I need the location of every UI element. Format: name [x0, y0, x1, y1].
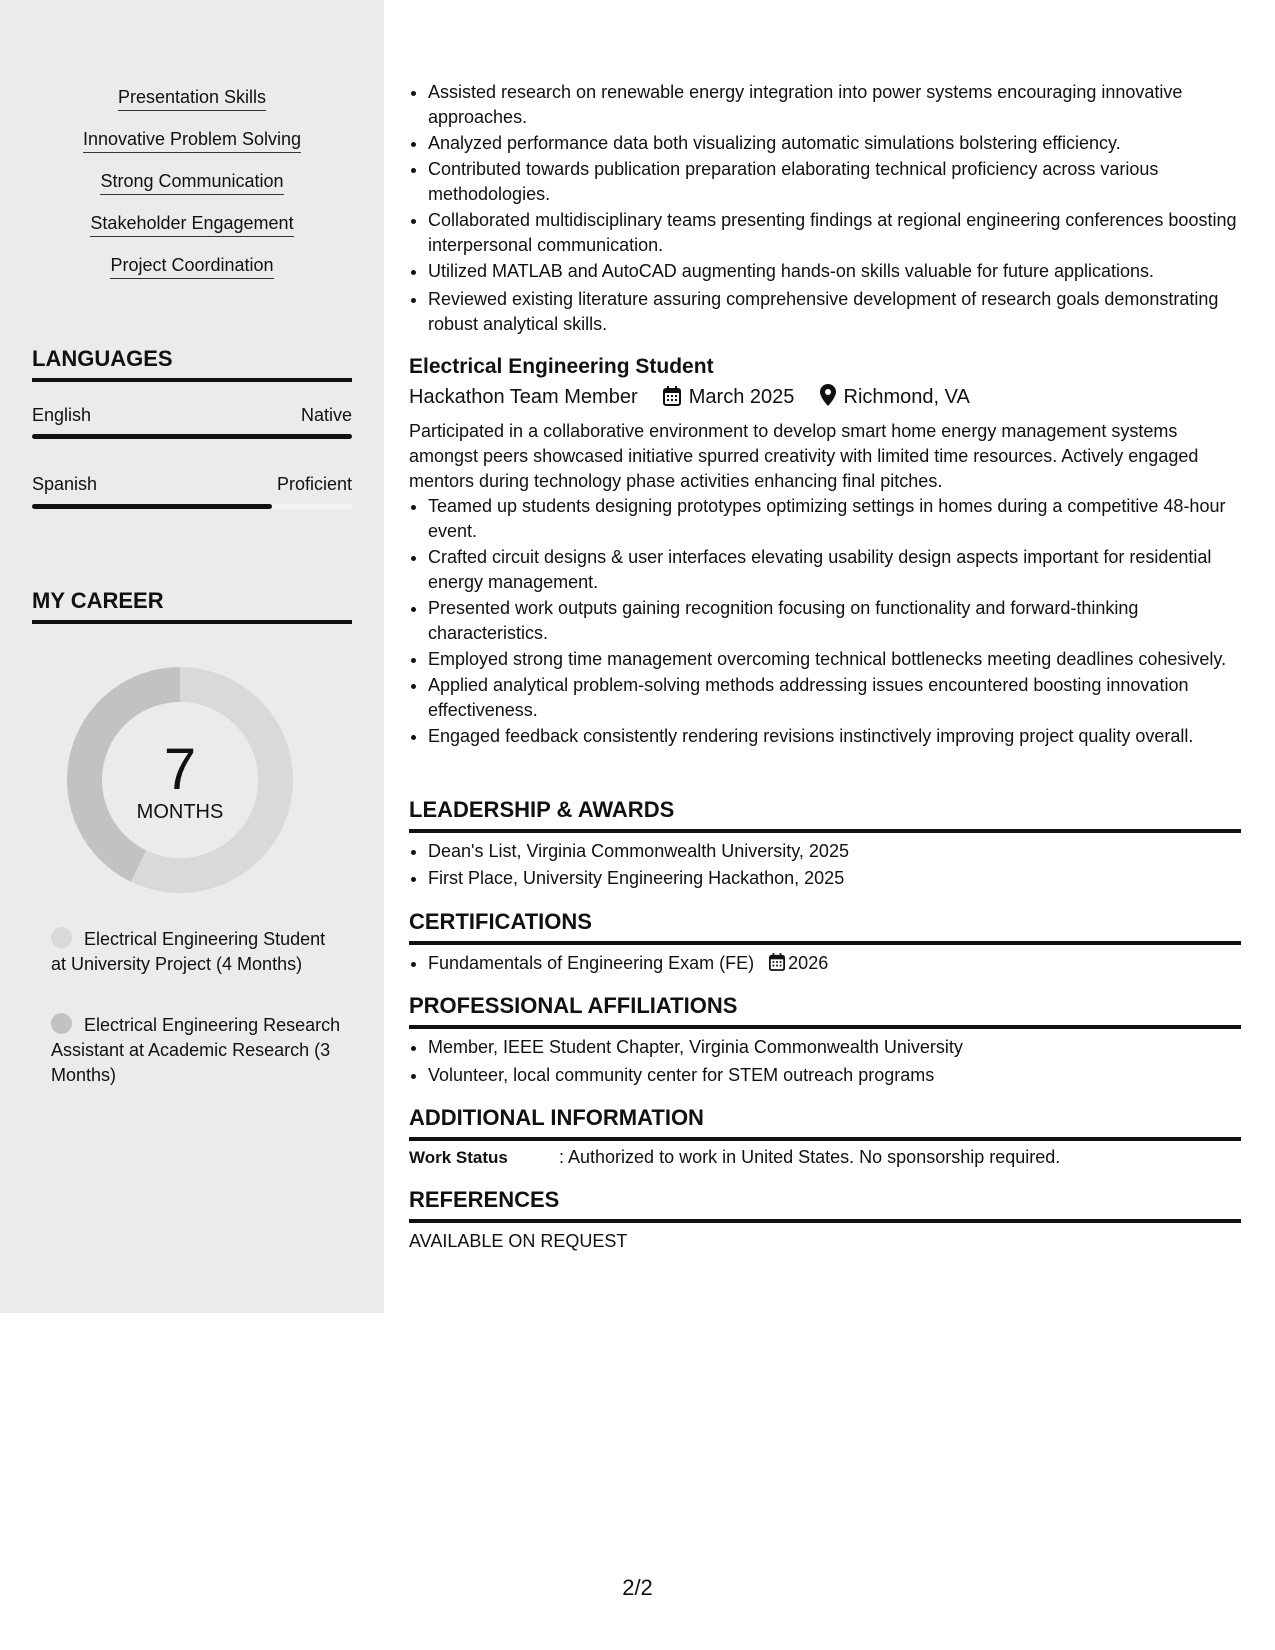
certification-name: Fundamentals of Engineering Exam (FE): [428, 953, 755, 973]
map-pin-icon: [820, 384, 836, 406]
additional-info-heading: ADDITIONAL INFORMATION: [409, 1105, 1241, 1141]
certification-year: 2026: [788, 953, 829, 973]
job-bullets: [409, 494, 1241, 749]
legend-label: Electrical Engineering Student at University Project (4 Months): [51, 929, 326, 974]
career-legend-item: [51, 1013, 341, 1088]
list-item: • Dean's List, Virginia Commonwealth University, 2025: [428, 839, 1241, 864]
sidebar: [0, 0, 384, 1313]
job-role: Hackathon Team Member: [409, 386, 638, 408]
list-item: • Applied analytical problem-solving methods addressing issues encountered boosting innovation effectiveness.: [428, 673, 1241, 723]
list-item: • Employed strong time management overcoming technical bottlenecks meeting deadlines cohesively.: [428, 647, 1241, 672]
list-item: • Teamed up students designing prototypes optimizing settings in homes during a competitive 48-hour event.: [428, 494, 1241, 544]
list-item: • First Place, University Engineering Hackathon, 2025: [428, 866, 1241, 891]
job-date: March 2025: [688, 386, 795, 408]
list-item: • Collaborated multidisciplinary teams presenting findings at regional engineering conferences boosting interpersonal communication.: [428, 208, 1241, 258]
leadership-heading: LEADERSHIP & AWARDS: [409, 797, 1241, 833]
language-bar: [32, 504, 352, 509]
calendar-icon: [663, 386, 681, 406]
skill-item: Strong Communication: [100, 170, 283, 195]
skill-item: Project Coordination: [110, 254, 273, 279]
work-status-value: : Authorized to work in United States. No sponsorship required.: [559, 1147, 1061, 1167]
page-number: 2/2: [622, 1575, 653, 1600]
language-level: Proficient: [276, 474, 352, 494]
career-total-value: 7: [163, 737, 197, 802]
previous-job-bullets: [409, 80, 1241, 337]
language-level: Native: [300, 405, 352, 425]
languages-heading: LANGUAGES: [32, 346, 352, 382]
career-legend-item: [51, 927, 341, 977]
language-row: [32, 404, 352, 426]
list-item: • Engaged feedback consistently rendering revisions instinctively improving project quality overall.: [428, 724, 1241, 749]
calendar-icon: [769, 953, 785, 971]
language-name: Spanish: [32, 474, 98, 494]
language-bar-fill: [32, 504, 272, 509]
language-bar: [32, 434, 352, 439]
language-bar-fill: [32, 434, 352, 439]
language-row: [32, 473, 352, 495]
work-status-row: [409, 1145, 1241, 1170]
job-title: Electrical Engineering Student: [409, 355, 714, 378]
list-item: • Contributed towards publication preparation elaborating technical proficiency across various methodologies.: [428, 157, 1241, 207]
references-text: AVAILABLE ON REQUEST: [409, 1231, 628, 1251]
job-meta: [409, 384, 1241, 410]
job-summary: Participated in a collaborative environment to develop smart home energy management systems amongst peers showcased initiative spurred creativity with limited time resources. Actively engaged mentors during technology phase activities enhancing final pitches.: [409, 421, 1199, 491]
list-item: • Member, IEEE Student Chapter, Virginia Commonwealth University: [428, 1035, 1241, 1060]
list-item: • Analyzed performance data both visualizing automatic simulations bolstering efficiency.: [428, 131, 1241, 156]
skill-item: Presentation Skills: [118, 86, 266, 111]
certifications-list: [409, 951, 1241, 976]
leadership-list: [409, 839, 1241, 891]
career-heading: MY CAREER: [32, 588, 352, 624]
affiliations-heading: PROFESSIONAL AFFILIATIONS: [409, 993, 1241, 1029]
affiliations-list: [409, 1035, 1241, 1088]
career-total-unit: MONTHS: [136, 801, 224, 823]
list-item: • Volunteer, local community center for STEM outreach programs: [428, 1063, 1241, 1088]
skill-item: Innovative Problem Solving: [83, 128, 301, 153]
list-item: • Presented work outputs gaining recognition focusing on functionality and forward-thinking characteristics.: [428, 596, 1241, 646]
legend-dot: [51, 927, 72, 948]
list-item: • Assisted research on renewable energy integration into power systems encouraging innovative approaches.: [428, 80, 1241, 130]
legend-label: Electrical Engineering Research Assistant at Academic Research (3 Months): [51, 1015, 341, 1085]
legend-dot: [51, 1013, 72, 1034]
references-heading: REFERENCES: [409, 1187, 1241, 1223]
list-item: [428, 951, 1241, 976]
job-location: Richmond, VA: [843, 386, 970, 408]
list-item: • Utilized MATLAB and AutoCAD augmenting hands-on skills valuable for future applications.: [428, 259, 1241, 284]
skill-item: Stakeholder Engagement: [90, 212, 293, 237]
list-item: • Crafted circuit designs & user interfaces elevating usability design aspects important for residential energy management.: [428, 545, 1241, 595]
language-name: English: [32, 405, 92, 425]
certifications-heading: CERTIFICATIONS: [409, 909, 1241, 945]
list-item: • Reviewed existing literature assuring comprehensive development of research goals demonstrating robust analytical skills.: [428, 287, 1241, 337]
skills-list: [32, 86, 352, 296]
work-status-label: Work Status: [409, 1148, 508, 1167]
